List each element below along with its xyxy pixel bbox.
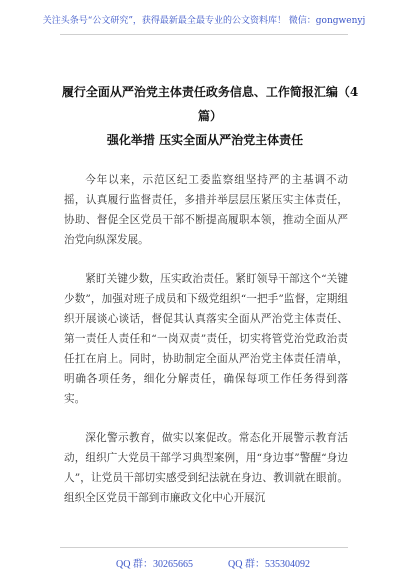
document-title: 履行全面从严治党主体责任政务信息、工作简报汇编（4篇） [61,85,359,123]
paragraph: 今年以来，示范区纪工委监察组坚持严的主基调不动摇，认真履行监督责任，多措并举层层压紧压实主体责任，协助、督促全区党员干部不断提高履职本领，推动全面从严治党向纵深发展。 [64,174,348,246]
section-heading: 强化举措 压实全面从严治党主体责任 [106,133,304,147]
footer-qq-group-left: QQ 群：30265665 [116,559,193,570]
page-footer [0,555,408,573]
header-banner: 关注头条号“公文研究”，获得最新最全最专业的公文资料库！ 微信：gongwenyj [42,16,366,26]
paragraph: 深化警示教育，做实以案促改。常态化开展警示教育活动，组织广大党员干部学习典型案例，用“身边事”警醒“身边人”，让党员干部切实感受到纪法就在身边、教训就在眼前。组织全区党员干部到市廉政文化中心开展沉 [64,432,348,504]
paragraph: 紧盯关键少数，压实政治责任。紧盯领导干部这个“关键少数”，加强对班子成员和下级党组织“一把手”监督，定期组织开展谈心谈话，督促其认真落实全面从严治党主体责任、第一责任人责任和“一岗双责”责任，切实将管党治党政治责任扛在肩上。同时，协助制定全面从严治党主体责任清单，明确各项任务，细化分解责任，确保每项工作任务得到落实。 [64,273,348,405]
footer-divider [60,547,348,548]
document-body [64,170,348,527]
header-divider [60,34,348,35]
footer-qq-group-right: QQ 群：535304092 [228,559,310,570]
